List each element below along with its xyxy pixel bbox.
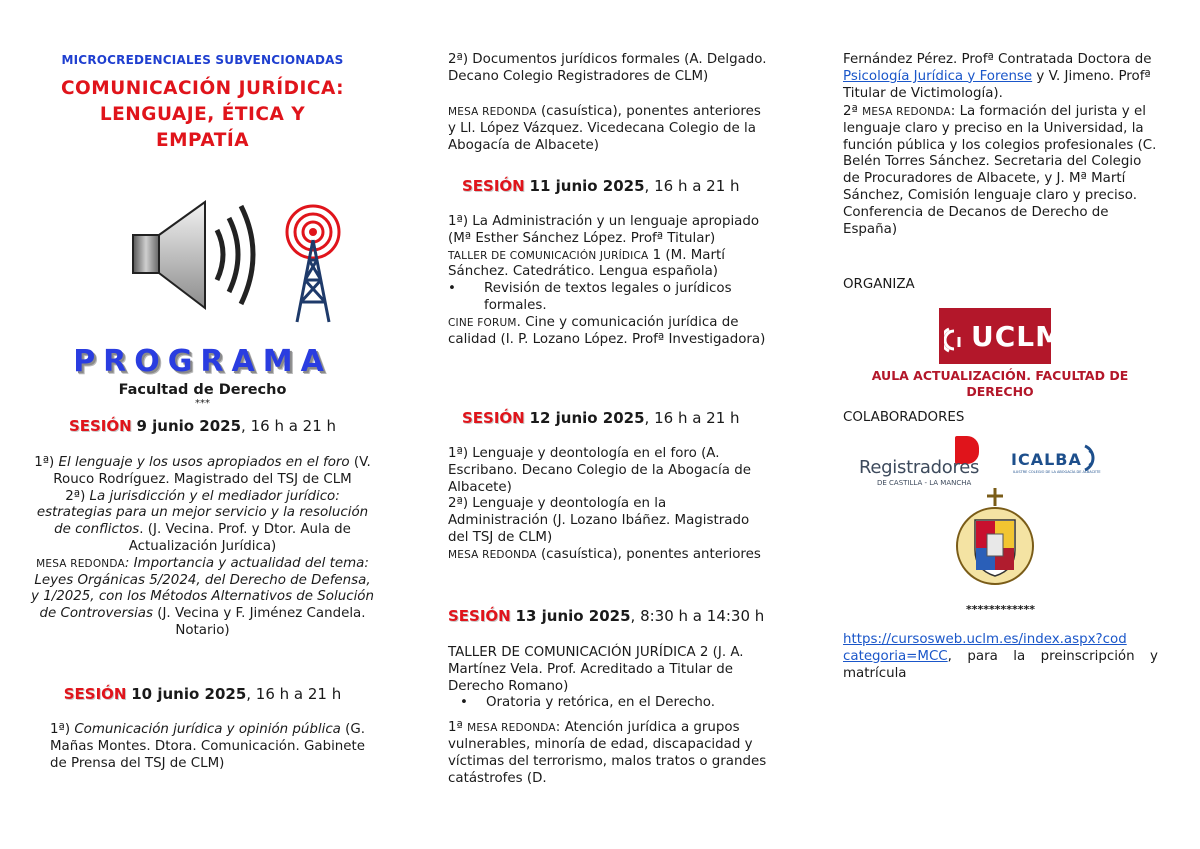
session-1-roundtable: MESA REDONDA: Importancia y actualidad del tema: Leyes Orgánicas 5/2024, del Derecho de Defensa, y 1/2025, con los Métodos Alternativos de Solución de Controversias (J. Vecina y F. Jiménez Candela. Notario) bbox=[31, 555, 374, 638]
registration-info: https://cursosweb.uclm.es/index.aspx?cod categoria=MCC, para la preinscripción y matrícula bbox=[843, 632, 1158, 681]
separator-stars-2: ************ bbox=[965, 603, 1036, 616]
session-1-items bbox=[30, 455, 375, 640]
speaker-icon bbox=[133, 202, 253, 308]
session-2-item-1: 1ª) Comunicación jurídica y opinión pública (G. Mañas Montes. Dtora. Comunicación. Gabinete de Prensa del TSJ de CLM) bbox=[50, 722, 366, 771]
programa-heading: PROGRAMA bbox=[73, 344, 332, 379]
column-3 bbox=[843, 0, 1158, 849]
session-5-roundtable: 1ª MESA REDONDA: Atención jurídica a grupos vulnerables, minoría de edad, discapacidad y víctimas del terrorismo, malos tratos o grandes catástrofes (D. bbox=[448, 720, 767, 786]
subtitle: MICROCREDENCIALES SUBVENCIONADAS bbox=[61, 53, 344, 67]
continued-roundtable-1: Fernández Pérez. Profª Contratada Doctora de Psicología Jurídica y Forense y V. Jimeno. Profª Titular de Victimología). bbox=[843, 52, 1152, 101]
session-3-item-1: 1ª) La Administración y un lenguaje apropiado (Mª Esther Sánchez López. Profª Titular) bbox=[448, 214, 760, 246]
session-4-roundtable: MESA REDONDA (casuística), ponentes anteriores bbox=[448, 546, 761, 562]
session-3-heading: SESIÓN 11 junio 2025, 16 h a 21 h bbox=[462, 177, 740, 195]
session-5-heading: SESIÓN 13 junio 2025, 8:30 h a 14:30 h bbox=[448, 607, 765, 625]
registradores-logo: Registradores DE CASTILLA - LA MANCHA bbox=[859, 436, 979, 490]
speaker-antenna-illustration bbox=[125, 190, 355, 330]
session-3-cinema: CINE FORUM. Cine y comunicación jurídica de calidad (I. P. Lozano López. Profª Investigadora) bbox=[448, 314, 766, 347]
uclm-emblem-icon bbox=[944, 325, 974, 355]
separator-stars: *** bbox=[195, 398, 210, 409]
session-4-items bbox=[448, 446, 768, 564]
column-2 bbox=[448, 0, 768, 849]
continued-roundtable: MESA REDONDA (casuística), ponentes anteriores y Ll. López Vázquez. Vicedecana Colegio de la Abogacía de Albacete) bbox=[448, 104, 761, 153]
main-title: COMUNICACIÓN JURÍDICA: LENGUAJE, ÉTICA Y EMPATÍA bbox=[60, 78, 345, 151]
psychology-link[interactable]: Psicología Jurídica y Forense bbox=[843, 68, 1033, 84]
colaboradores-label: COLABORADORES bbox=[843, 410, 965, 425]
session-5-items bbox=[448, 645, 768, 787]
uclm-logo bbox=[939, 308, 1064, 364]
session-3-items bbox=[448, 214, 768, 348]
session-4-item-2: 2ª) Lenguaje y deontología en la Administración (J. Lozano Ibáñez. Magistrado del TSJ de CLM) bbox=[448, 496, 750, 545]
session-3-bullet: • Revisión de textos legales o jurídicos formales. bbox=[448, 281, 732, 313]
session-4-heading: SESIÓN 12 junio 2025, 16 h a 21 h bbox=[462, 409, 740, 427]
uclm-logo-text: UCLM bbox=[971, 320, 1064, 353]
continued-item-2: 2ª) Documentos jurídicos formales (A. Delgado. Decano Colegio Registradores de CLM) bbox=[448, 52, 767, 84]
session-1-heading: SESIÓN 9 junio 2025, 16 h a 21 h bbox=[68, 417, 337, 435]
session-5-bullet: • Oratoria y retórica, en el Derecho. bbox=[460, 695, 716, 711]
session-5-workshop: TALLER DE COMUNICACIÓN JURÍDICA 2 (J. A. Martínez Vela. Prof. Acreditado a Titular de Derecho Romano) bbox=[448, 645, 744, 694]
session-4-item-1: 1ª) Lenguaje y deontología en el foro (A. Escribano. Decano Colegio de la Abogacía de Albacete) bbox=[448, 446, 751, 495]
registration-link[interactable]: https://cursosweb.uclm.es/index.aspx?cod categoria=MCC bbox=[843, 632, 1127, 664]
faculty-name: Facultad de Derecho bbox=[118, 382, 287, 398]
column-1 bbox=[30, 0, 375, 849]
session-2-heading: SESIÓN 10 junio 2025, 16 h a 21 h bbox=[63, 685, 342, 703]
session-1-item-1: 1ª) El lenguaje y los usos apropiados en el foro (V. Rouco Rodríguez. Magistrado del TSJ de CLM bbox=[34, 455, 371, 487]
icalba-logo: ICALBA ILUSTRE COLEGIO DE LA ABOGACÍA DE ALBACETE bbox=[1011, 442, 1121, 482]
roundtable-2: 2ª MESA REDONDA: La formación del jurista y el lenguaje claro y preciso en la Universidad, la función pública y los colegios profesionales (C. Belén Torres Sánchez. Secretaria del Colegio de Procuradores de Albacete, y J. Mª Martí Sánchez, Comisión lenguaje claro y preciso. Conferencia de Decanos de Derecho de España) bbox=[843, 104, 1157, 237]
session-1-item-2: 2ª) La jurisdicción y el mediador jurídico: estrategias para un mejor servicio y la resolución de conflictos. (J. Vecina. Prof. y Dtor. Aula de Actualización Jurídica) bbox=[36, 488, 369, 554]
aula-title: AULA ACTUALIZACIÓN. FACULTAD DE DERECHO bbox=[871, 368, 1129, 399]
organiza-label: ORGANIZA bbox=[843, 277, 915, 292]
antenna-icon bbox=[287, 206, 339, 322]
session-3-workshop: TALLER DE COMUNICACIÓN JURÍDICA 1 (M. Martí Sánchez. Catedrático. Lengua española) bbox=[448, 247, 725, 280]
crest-icon bbox=[953, 486, 1037, 590]
